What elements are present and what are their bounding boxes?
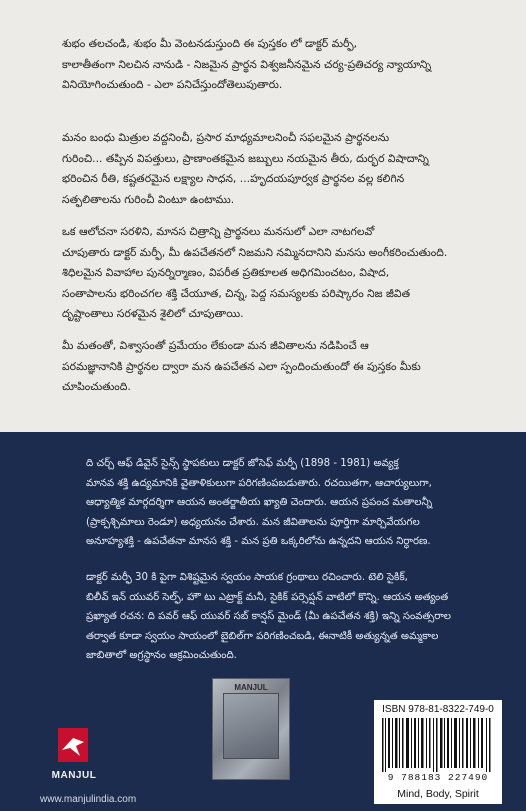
publisher-website: www.manjulindia.com bbox=[40, 794, 137, 805]
text-line: సత్ఫలితాలను గురించీ వింటూ ఉంటాము. bbox=[62, 192, 235, 206]
text-line: వినియోగించుతుంది - ఎలా పనిచేస్తుందోతెలుపుతారు. bbox=[62, 78, 283, 91]
text-line: అనూహ్యశక్తి - ఉపచేతనా మానస శక్తి - మన ప్రతి ఒక్కరిలోను ఉన్నదని ఆయన నిర్ధారణ. bbox=[86, 536, 431, 548]
synopsis-paragraph-1 bbox=[62, 34, 486, 96]
text-line: శుభం తలచండి, శుభం మీ వెంటనడుస్తుంది ఈ పుస్తకం లో డాక్టర్ మర్ఫీ, bbox=[62, 37, 358, 50]
text-line: (ప్రాక్పశ్చిమాలు రెండూ) అధ్యయనం చేశారు. మన జీవితాలను పూర్తిగా మార్చివేయగల bbox=[86, 516, 420, 528]
barcode-panel bbox=[374, 700, 502, 804]
bird-logo-icon bbox=[58, 728, 88, 762]
seal-emblem bbox=[223, 693, 279, 759]
text-line: చూపుతారు డాక్టర్ మర్ఫీ, మీ ఉపచేతనలో నిజమని నమ్మినదానిని మనసు అంగీకరించుతుంది. bbox=[62, 245, 448, 259]
text-line: ది చర్చ్ ఆఫ్ డివైన్ సైన్స్ స్థాపకులు డాక్టర్ జోసెఫ్ మర్ఫీ (1898 - 1981) అవ్యక్త bbox=[86, 458, 399, 469]
author-bio-paragraph-2 bbox=[86, 568, 488, 666]
text-line: బిలీవ్ ఇన్ యువర్ సెల్ఫ్, హౌ టు ఎట్రాక్ట్ మనీ, సైకిక్ పర్సెప్షన్ వాటిలో కొన్ని. ఆయన అత్యంత bbox=[86, 591, 449, 603]
text-line: దృష్టాంతాలు సరళమైన శైలిలో చూపుతాయి. bbox=[62, 307, 244, 320]
synopsis-paragraph-3 bbox=[62, 222, 486, 325]
text-line: శిధిలమైన వివాహాల పునర్నిర్మాణం, విపరీత ప్రతికూలత అధిగమించటం, విషాద, bbox=[62, 266, 390, 279]
text-line: మీ మతంతో, విశ్వాసంతో ప్రమేయం లేకుండా మన జీవితాలను నడిపించే ఆ bbox=[62, 339, 369, 352]
text-line: మానవ శక్తి ఉద్యమానికి వైతాళికులుగా పరిగణింపబడుతారు. రచయితగా, ఆచార్యులుగా, bbox=[86, 477, 432, 489]
seal-label: MANJUL bbox=[234, 683, 268, 692]
text-line: తర్వాత కూడా స్వయం సాయంలో బైబిల్‌గా పరిగణించబడి, ఈనాటికీ అత్యున్నత అమ్మకాల bbox=[86, 630, 439, 642]
barcode-digits: 9 788183 227490 bbox=[387, 772, 489, 783]
author-bio-paragraph-1 bbox=[86, 454, 488, 552]
text-line: ఆధ్యాత్మిక మార్గదర్శిగా ఆయన అంతర్జాతీయ ఖ్యాతి చెందారు. ఆయన ప్రపంచ మతాలన్నీ bbox=[86, 497, 433, 509]
text-line: కాలాతీతంగా నిలచిన నానుడి - నిజమైన ప్రార్థన విశ్వజనీనమైన చర్య-ప్రతిచర్య న్యాయాన్ని bbox=[62, 57, 432, 71]
text-line: గురించి... తప్పిన విపత్తులు, ప్రాణాంతకమైన జబ్బులు నయమైన తీరు, దుర్భర విషాదాన్ని bbox=[62, 151, 429, 165]
text-line: పరమజ్ఞానానికి ప్రార్థనల ద్వారా మన ఉపచేతన ఎలా స్పందించుతుందో ఈ పుస్తకం మీకు bbox=[62, 359, 421, 373]
text-line: ప్రఖ్యాత రచన: ది పవర్ ఆఫ్ యువర్ సబ్ కాన్షస్ మైండ్ (మీ ఉపచేతన శక్తి) ఇన్ని సంవత్సరాల bbox=[86, 611, 452, 623]
genre-label: Mind, Body, Spirit bbox=[397, 788, 479, 800]
text-line: చూపించుతుంది. bbox=[62, 380, 131, 393]
text-line: డాక్టర్ మర్ఫీ 30 కి పైగా విశిష్టమైన స్వయం సాయక గ్రంథాలు రచించారు. టెలి సైకిక్, bbox=[86, 572, 408, 583]
publisher-seal bbox=[212, 678, 290, 780]
barcode-icon bbox=[380, 718, 496, 772]
text-line: సంతాపాలను భరించగల శక్తి చేయూత, చిన్న, పెద్ద సమస్యలకు పరిష్కారం నిజ జీవిత bbox=[62, 286, 410, 300]
text-line: భరించిన రీతి, కష్టతరమైన లక్ష్యాల సాధన, ...హృదయపూర్వక ప్రార్థనల వల్ల కలిగిన bbox=[62, 172, 405, 185]
publisher-name: MANJUL bbox=[51, 770, 97, 781]
isbn-text: ISBN 978-81-8322-749-0 bbox=[382, 704, 494, 715]
synopsis-paragraph-2 bbox=[62, 128, 486, 210]
text-line: జాబితాలో అగ్రస్థానం ఆక్రమించుతుంది. bbox=[86, 650, 237, 662]
publisher-logo bbox=[38, 722, 108, 788]
text-line: ఒక ఆలోచనా సరళిని, మానస చిత్రాన్ని ప్రార్థనలు మనసులో ఎలా నాటగలవో bbox=[62, 225, 375, 238]
synopsis-paragraph-4 bbox=[62, 336, 486, 398]
text-line: మనం బంధు మిత్రుల వద్దనించీ, ప్రసార మాధ్యమాలనించీ సఫలమైన ప్రార్థనలను bbox=[62, 131, 390, 144]
